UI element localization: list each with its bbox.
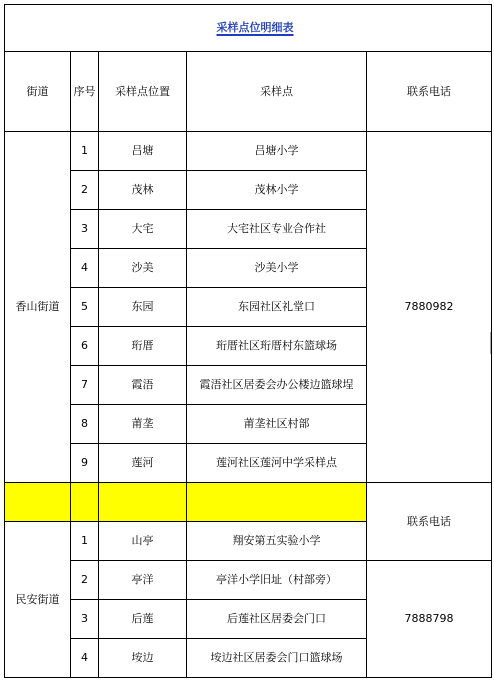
location-cell[interactable]: 大宅 [99,210,187,249]
street-cell-minan[interactable]: 民安街道 [5,522,71,678]
location-cell[interactable]: 吕塘 [99,132,187,171]
location-cell[interactable]: 莲河 [99,444,187,483]
site-cell[interactable]: 莆垄社区村部 [187,405,367,444]
site-cell[interactable]: 茂林小学 [187,171,367,210]
header-row [5,52,492,132]
site-cell[interactable]: 亭洋小学旧址（村部旁） [187,561,367,600]
location-cell[interactable]: 后莲 [99,600,187,639]
highlight-cell[interactable] [5,483,71,522]
seq-cell[interactable]: 9 [71,444,99,483]
header-phone[interactable]: 联系电话 [367,52,492,132]
table-title: 采样点位明细表 [216,21,294,34]
header-street[interactable]: 街道 [5,52,71,132]
seq-cell[interactable]: 4 [71,249,99,288]
scroll-edge-marker [490,332,494,354]
seq-cell[interactable]: 6 [71,327,99,366]
phone-cell-xiangshan[interactable]: 7880982 [367,132,492,483]
highlight-cell[interactable] [71,483,99,522]
seq-cell[interactable]: 2 [71,561,99,600]
seq-cell[interactable]: 4 [71,639,99,678]
seq-cell[interactable]: 5 [71,288,99,327]
site-cell[interactable]: 后莲社区居委会门口 [187,600,367,639]
group2-phone-header[interactable]: 联系电话 [367,483,492,561]
site-cell[interactable]: 翔安第五实验小学 [187,522,367,561]
location-cell[interactable]: 莆垄 [99,405,187,444]
site-cell[interactable]: 莲河社区莲河中学采样点 [187,444,367,483]
location-cell[interactable]: 东园 [99,288,187,327]
location-cell[interactable]: 亭洋 [99,561,187,600]
site-cell[interactable]: 珩厝社区珩厝村东篮球场 [187,327,367,366]
highlight-cell[interactable] [99,483,187,522]
seq-cell[interactable]: 3 [71,210,99,249]
site-cell[interactable]: 霞浯社区居委会办公楼边篮球埕 [187,366,367,405]
phone-cell-minan[interactable]: 7888798 [367,561,492,678]
site-cell[interactable]: 垵边社区居委会门口篮球场 [187,639,367,678]
location-cell[interactable]: 珩厝 [99,327,187,366]
sampling-table [4,4,492,678]
seq-cell[interactable]: 2 [71,171,99,210]
header-site[interactable]: 采样点 [187,52,367,132]
header-location[interactable]: 采样点位置 [99,52,187,132]
location-cell[interactable]: 山亭 [99,522,187,561]
table-row [5,132,492,171]
location-cell[interactable]: 茂林 [99,171,187,210]
location-cell[interactable]: 霞浯 [99,366,187,405]
highlight-row [5,483,492,522]
seq-cell[interactable]: 7 [71,366,99,405]
site-cell[interactable]: 大宅社区专业合作社 [187,210,367,249]
location-cell[interactable]: 垵边 [99,639,187,678]
table-title-cell[interactable] [5,5,492,52]
seq-cell[interactable]: 1 [71,132,99,171]
site-cell[interactable]: 吕塘小学 [187,132,367,171]
header-seq[interactable]: 序号 [71,52,99,132]
seq-cell[interactable]: 8 [71,405,99,444]
seq-cell[interactable]: 3 [71,600,99,639]
street-cell-xiangshan[interactable]: 香山街道 [5,132,71,483]
location-cell[interactable]: 沙美 [99,249,187,288]
table-row [5,561,492,600]
highlight-cell[interactable] [187,483,367,522]
site-cell[interactable]: 东园社区礼堂口 [187,288,367,327]
site-cell[interactable]: 沙美小学 [187,249,367,288]
seq-cell[interactable]: 1 [71,522,99,561]
